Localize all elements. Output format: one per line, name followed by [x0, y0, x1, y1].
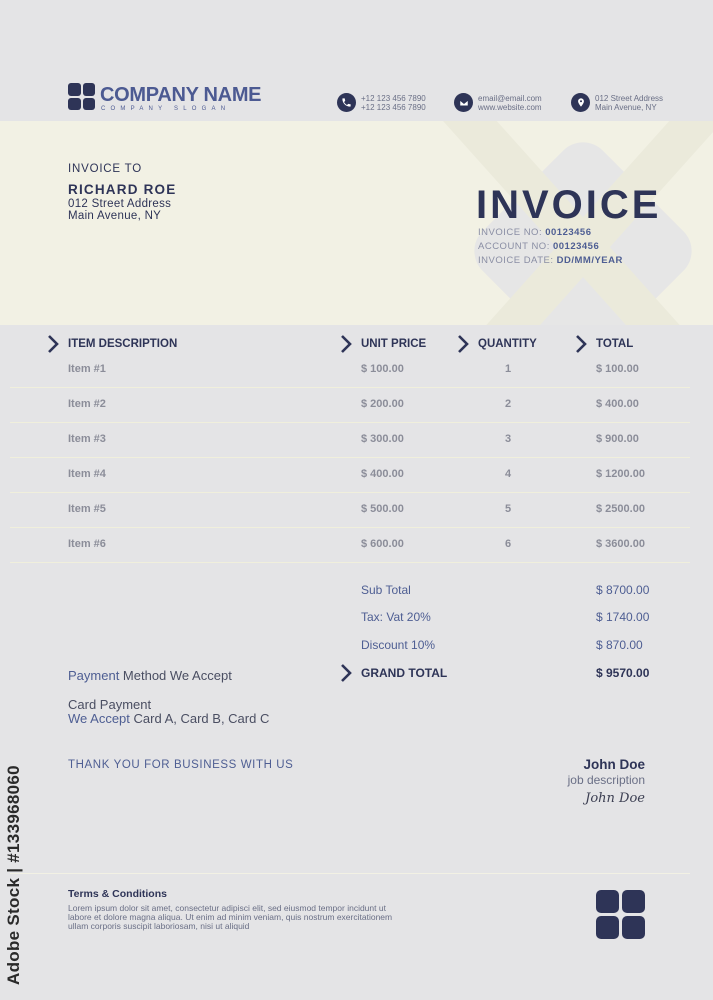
company-slogan: COMPANY SLOGAN [101, 106, 231, 112]
quantity: 3 [505, 433, 512, 445]
stock-watermark-id: Adobe Stock | #133968060 [4, 765, 23, 985]
chevron-right-icon [340, 334, 352, 354]
unit-price: $ 100.00 [361, 363, 404, 375]
table-row [10, 493, 690, 528]
address-line: Main Avenue, NY [595, 103, 657, 112]
signer-description: job description [567, 773, 645, 787]
item-description: Item #6 [68, 538, 106, 550]
invoice-to-label: INVOICE TO [68, 163, 143, 175]
unit-price: $ 600.00 [361, 538, 404, 550]
footer-divider [10, 873, 690, 874]
column-header-total: TOTAL [596, 338, 634, 350]
invoice-title: INVOICE [476, 183, 662, 227]
payment-heading: Payment Method We Accept [68, 668, 232, 683]
address-line: 012 Street Address [595, 94, 664, 103]
line-total: $ 2500.00 [596, 503, 645, 515]
line-total: $ 400.00 [596, 398, 639, 410]
grand-total-label: GRAND TOTAL [361, 666, 448, 680]
table-row [10, 353, 690, 388]
line-total: $ 100.00 [596, 363, 639, 375]
grand-total-value: $ 9570.00 [596, 666, 650, 680]
item-description: Item #2 [68, 398, 106, 410]
line-total: $ 3600.00 [596, 538, 645, 550]
terms-body: Lorem ipsum dolor sit amet, consectetur adipisci elit, sed eiusmod tempor incidunt ut labore et dolore magna aliqua. Ut enim ad minim veniam, quis nostrum exercitationem ullam corporis suscipit laboriosam, nisi ut aliquid [68, 903, 393, 931]
table-header [0, 334, 713, 354]
unit-price: $ 200.00 [361, 398, 404, 410]
item-description: Item #3 [68, 433, 106, 445]
client-address-line: 012 Street Address [68, 198, 172, 210]
table-row [10, 388, 690, 423]
line-total: $ 1200.00 [596, 468, 645, 480]
invoice-date: INVOICE DATE: DD/MM/YEAR [478, 255, 623, 266]
invoice-info-band [0, 121, 713, 325]
chevron-right-icon [457, 334, 469, 354]
company-name: COMPANY NAME [100, 84, 262, 106]
quantity: 2 [505, 398, 512, 410]
column-header-item: ITEM DESCRIPTION [68, 338, 178, 350]
table-row [10, 458, 690, 493]
signature: John Doe [585, 791, 645, 806]
column-header-unit-price: UNIT PRICE [361, 338, 427, 350]
phone-icon [337, 93, 356, 112]
client-address-line: Main Avenue, NY [68, 210, 162, 222]
phone-number: +12 123 456 7890 [361, 94, 426, 103]
website-text: www.website.com [478, 103, 542, 112]
signer-name: John Doe [583, 757, 645, 772]
item-description: Item #1 [68, 363, 106, 375]
email-text: email@email.com [478, 94, 542, 103]
quantity: 6 [505, 538, 512, 550]
logo-grid-icon [596, 890, 645, 939]
column-header-quantity: QUANTITY [478, 338, 537, 350]
header [0, 78, 713, 118]
company-logo [68, 83, 278, 115]
quantity: 4 [505, 468, 512, 480]
client-name: RICHARD ROE [68, 182, 177, 197]
discount-label: Discount 10% [361, 638, 436, 652]
chevron-right-icon [575, 334, 587, 354]
accepted-cards: We Accept Card A, Card B, Card C [68, 711, 270, 726]
item-description: Item #4 [68, 468, 106, 480]
payment-method: Card Payment [68, 697, 152, 712]
subtotal-label: Sub Total [361, 583, 411, 597]
thank-you-note: THANK YOU FOR BUSINESS WITH US [68, 759, 294, 771]
terms-title: Terms & Conditions [68, 888, 167, 900]
table-row [10, 423, 690, 458]
unit-price: $ 400.00 [361, 468, 404, 480]
subtotal-value: $ 8700.00 [596, 583, 650, 597]
unit-price: $ 300.00 [361, 433, 404, 445]
chevron-right-icon [47, 334, 59, 354]
table-row [10, 528, 690, 563]
tax-value: $ 1740.00 [596, 610, 650, 624]
discount-value: $ 870.00 [596, 638, 643, 652]
invoice-number: INVOICE NO: 00123456 [478, 227, 592, 238]
unit-price: $ 500.00 [361, 503, 404, 515]
email-icon [454, 93, 473, 112]
chevron-right-icon [340, 663, 352, 683]
logo-grid-icon [68, 83, 95, 110]
item-description: Item #5 [68, 503, 106, 515]
phone-number: +12 123 456 7890 [361, 103, 426, 112]
quantity: 1 [505, 363, 512, 375]
line-total: $ 900.00 [596, 433, 639, 445]
quantity: 5 [505, 503, 512, 515]
account-number: ACCOUNT NO: 00123456 [478, 241, 600, 252]
tax-label: Tax: Vat 20% [361, 610, 431, 624]
location-pin-icon [571, 93, 590, 112]
client-address [68, 198, 171, 222]
